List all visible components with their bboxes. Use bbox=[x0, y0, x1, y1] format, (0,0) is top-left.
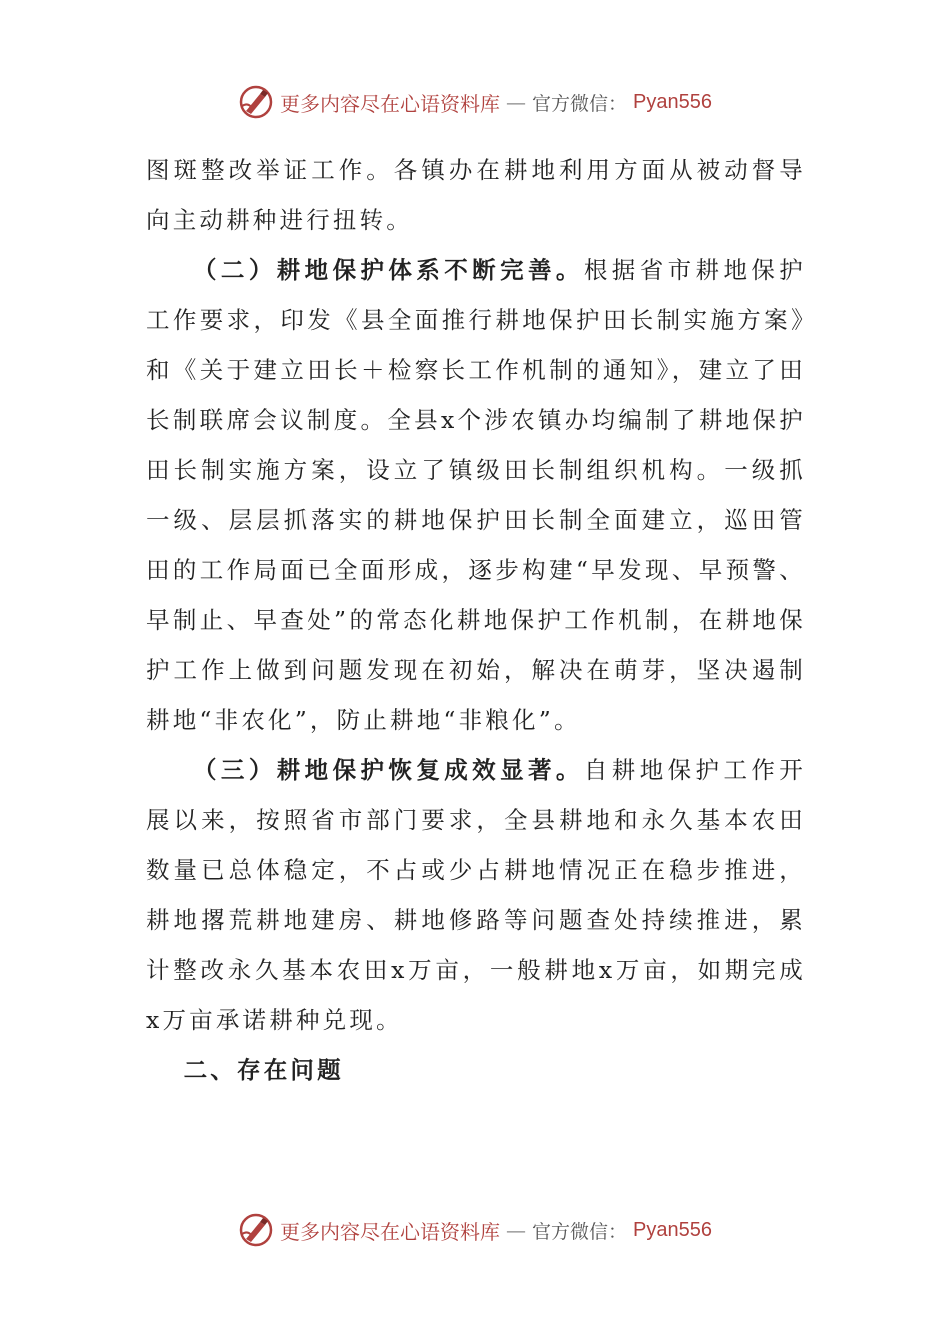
pen-nib-logo bbox=[238, 84, 274, 120]
paragraph-2-heading: （二）耕地保护体系不断完善。 bbox=[193, 256, 584, 284]
paragraph-3-text: 自耕地保护工作开展以来，按照省市部门要求，全县耕地和永久基本农田数量已总体稳定，不占或少占耕地情况正在稳步推进，耕地撂荒耕地建房、耕地修路等问题查处持续推进，累计整改永久基本农田x万亩，一般耕地x万亩，如期完成x万亩承诺耕种兑现。 bbox=[146, 756, 806, 1034]
paragraph-1: 图斑整改举证工作。各镇办在耕地利用方面从被动督导向主动耕种进行扭转。 bbox=[146, 156, 806, 234]
footer-banner bbox=[0, 1210, 950, 1250]
paragraph-2 bbox=[146, 245, 806, 745]
section-heading: 二、存在问题 bbox=[183, 1056, 344, 1084]
banner-wechat-id: Pyan556 bbox=[633, 90, 712, 113]
banner-dash: — bbox=[506, 90, 526, 114]
header-banner bbox=[0, 82, 950, 122]
paragraph-3 bbox=[146, 745, 806, 1045]
banner-wechat-id: Pyan556 bbox=[633, 1218, 712, 1241]
banner-title: 更多内容尽在心语资料库 bbox=[280, 91, 500, 116]
paragraph-2-text: 根据省市耕地保护工作要求，印发《县全面推行耕地保护田长制实施方案》和《关于建立田长＋检察长工作机制的通知》，建立了田长制联席会议制度。全县x个涉农镇办均编制了耕地保护田长制实施方案，设立了镇级田长制组织机构。一级抓一级、层层抓落实的耕地保护田长制全面建立，巡田管田的工作局面已全面形成，逐步构建“早发现、早预警、早制止、早查处”的常态化耕地保护工作机制，在耕地保护工作上做到问题发现在初始，解决在萌芽，坚决遏制耕地“非农化”，防止耕地“非粮化”。 bbox=[146, 256, 806, 734]
banner-dash: — bbox=[506, 1218, 526, 1242]
banner-wechat-label: 官方微信： bbox=[532, 92, 628, 115]
paragraph-3-heading: （三）耕地保护恢复成效显著。 bbox=[193, 756, 584, 784]
banner-title: 更多内容尽在心语资料库 bbox=[280, 1219, 500, 1244]
pen-nib-logo bbox=[238, 1212, 274, 1248]
document-body bbox=[146, 145, 806, 1095]
banner-wechat-label: 官方微信： bbox=[532, 1220, 628, 1243]
